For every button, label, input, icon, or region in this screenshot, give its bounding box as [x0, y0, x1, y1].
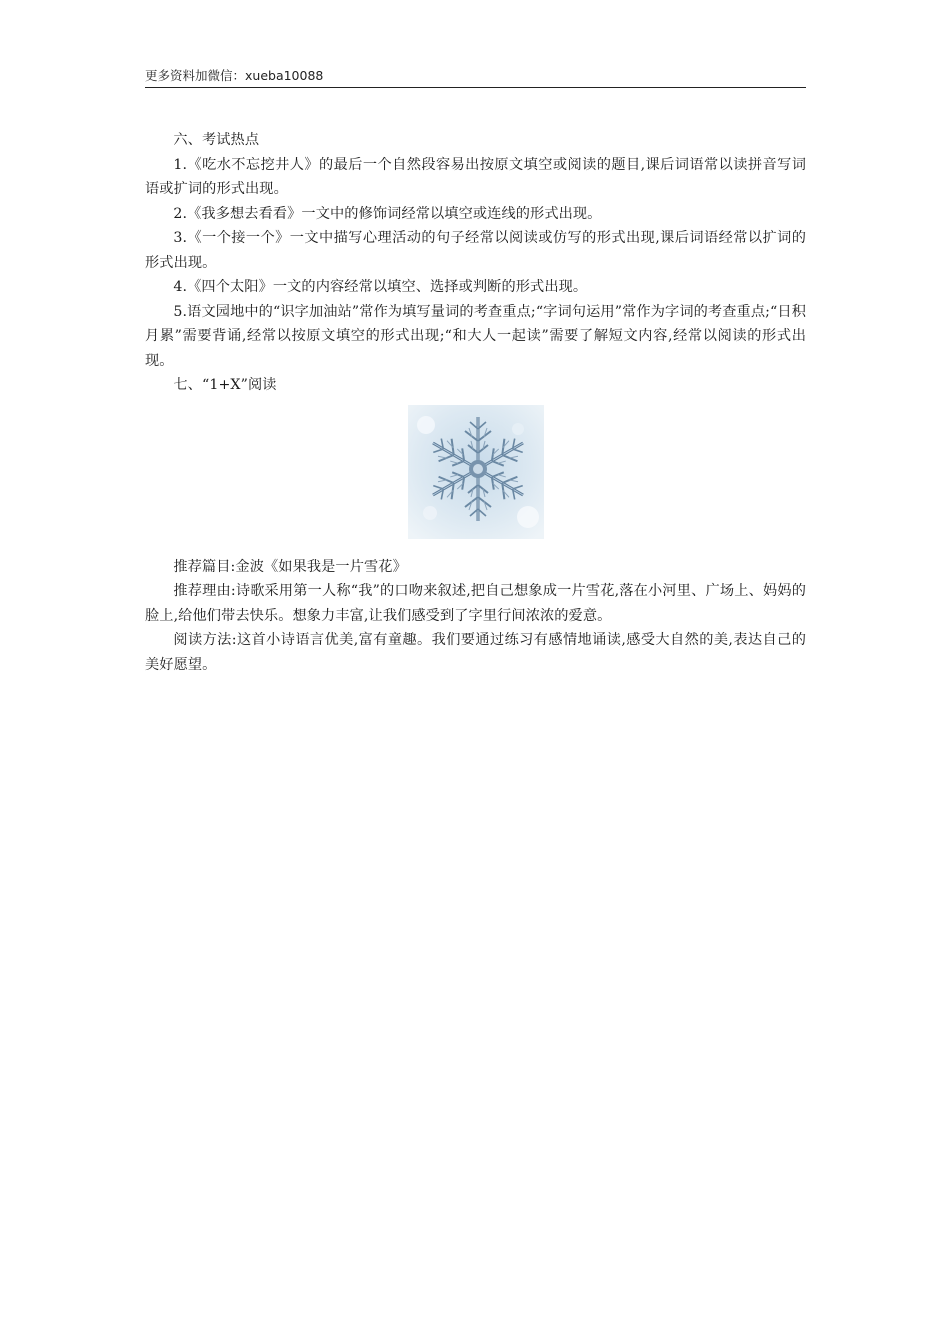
snowflake-figure [145, 405, 806, 539]
hotspot-item-5: 5.语文园地中的“识字加油站”常作为填写量词的考查重点;“字词句运用”常作为字词的考查重点;“日积月累”需要背诵,经常以按原文填空的形式出现;“和大人一起读”需要了解短文内容,经常以阅读的形式出现。 [145, 303, 806, 369]
section-6-title: 六、考试热点 [173, 132, 260, 148]
hotspot-item-1: 1.《吃水不忘挖井人》的最后一个自然段容易出按原文填空或阅读的题目,课后词语常以读拼音写词语或扩词的形式出现。 [145, 156, 806, 197]
hotspot-item-4: 4.《四个太阳》一文的内容经常以填空、选择或判断的形式出现。 [173, 279, 588, 295]
header-divider [145, 87, 806, 88]
document-body [145, 128, 806, 677]
recommended-title: 推荐篇目:金波《如果我是一片雪花》 [173, 558, 407, 575]
page-header: 更多资料加微信：xueba10088 [145, 68, 324, 83]
recommended-reason: 推荐理由:诗歌采用第一人称“我”的口吻来叙述,把自己想象成一片雪花,落在小河里、广场上、妈妈的脸上,给他们带去快乐。想象力丰富,让我们感受到了字里行间浓浓的爱意。 [145, 583, 806, 624]
hotspot-item-2: 2.《我多想去看看》一文中的修饰词经常以填空或连线的形式出现。 [173, 205, 602, 222]
reading-method: 阅读方法:这首小诗语言优美,富有童趣。我们要通过练习有感情地诵读,感受大自然的美,表达自己的美好愿望。 [145, 632, 806, 673]
snowflake-photo-icon [408, 405, 544, 539]
section-7-title: 七、“1+X”阅读 [173, 377, 277, 393]
hotspot-item-3: 3.《一个接一个》一文中描写心理活动的句子经常以阅读或仿写的形式出现,课后词语经常以扩词的形式出现。 [145, 230, 806, 271]
